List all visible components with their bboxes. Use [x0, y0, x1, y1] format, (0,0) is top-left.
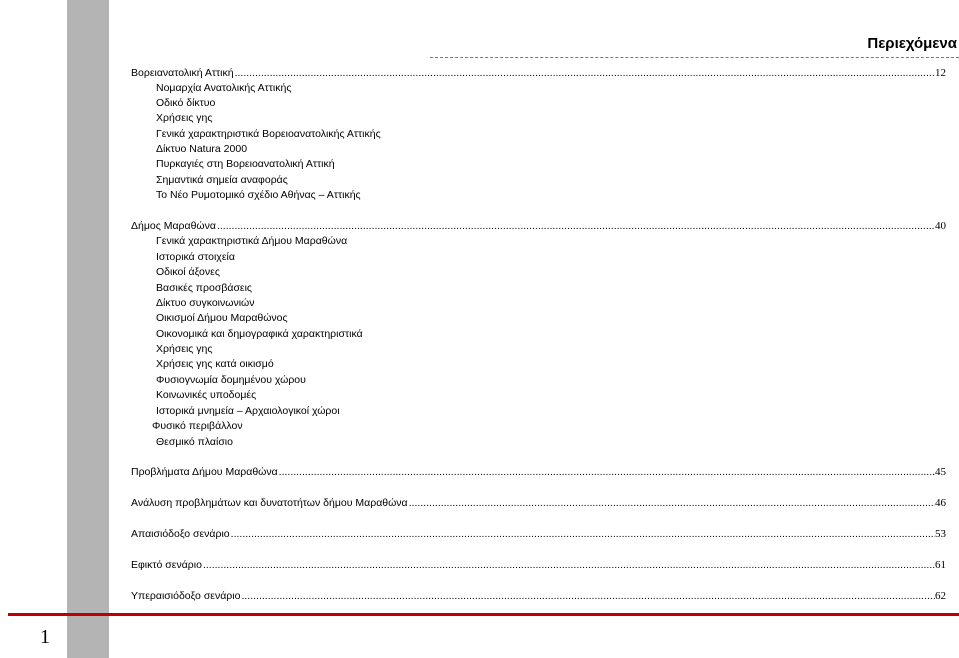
toc-subitem[interactable]: Οδικοί άξονες — [156, 266, 220, 278]
toc-leader-dots — [234, 66, 935, 81]
toc-subitem[interactable]: Γενικά χαρακτηριστικά Δήμου Μαραθώνα — [156, 235, 348, 247]
toc-subitem[interactable]: Νομαρχία Ανατολικής Αττικής — [156, 82, 292, 94]
toc-entry-title: Δήμος Μαραθώνα — [131, 220, 216, 232]
toc-subitem[interactable]: Χρήσεις γης κατά οικισμό — [156, 358, 274, 370]
toc-subitem[interactable]: Το Νέο Ρυμοτομικό σχέδιο Αθήνας – Αττικής — [156, 189, 361, 201]
toc-subitem[interactable]: Σημαντικά σημεία αναφοράς — [156, 174, 288, 186]
toc-subitem[interactable]: Οδικό δίκτυο — [156, 97, 216, 109]
toc-entry-page: 46 — [935, 497, 946, 509]
toc-entry[interactable] — [131, 589, 946, 604]
toc-leader-dots — [278, 465, 933, 480]
toc-leader-dots — [202, 558, 935, 573]
toc-entry[interactable] — [131, 66, 946, 81]
toc-subitem[interactable]: Ιστορικά μνημεία – Αρχαιολογικοί χώροι — [156, 405, 340, 417]
toc-subitem[interactable]: Δίκτυο Natura 2000 — [156, 143, 248, 155]
toc-entry-title: Εφικτό σενάριο — [131, 559, 202, 571]
toc-subitem[interactable]: Γενικά χαρακτηριστικά Βορειοανατολικής Αττικής — [156, 128, 381, 140]
toc-leader-dots — [240, 589, 935, 604]
toc-entry[interactable] — [131, 558, 946, 573]
toc-subitem[interactable]: Χρήσεις γης — [156, 112, 213, 124]
toc-subitem[interactable]: Ιστορικά στοιχεία — [156, 251, 235, 263]
toc-entry-title: Απαισιόδοξο σενάριο — [131, 528, 230, 540]
toc-leader-dots — [216, 219, 935, 234]
toc-subitem[interactable]: Φυσικό περιβάλλον — [152, 420, 243, 432]
toc-subitem[interactable]: Βασικές προσβάσεις — [156, 282, 252, 294]
toc-subitem[interactable]: Χρήσεις γης — [156, 343, 213, 355]
toc-entry-page: 61 — [935, 559, 946, 571]
toc-entry[interactable] — [131, 465, 946, 480]
toc-leader-dots — [408, 496, 935, 511]
page-number: 1 — [40, 626, 50, 648]
toc-subitem[interactable]: Οικονομικά και δημογραφικά χαρακτηριστικά — [156, 328, 363, 340]
toc-entry[interactable] — [131, 527, 946, 542]
toc-subitem[interactable]: Δίκτυο συγκοινωνιών — [156, 297, 255, 309]
toc-entry-title: Προβλήματα Δήμου Μαραθώνα — [131, 466, 278, 478]
toc-entry-page: 12 — [935, 67, 946, 79]
toc-entry[interactable] — [131, 496, 946, 511]
toc-subitem[interactable]: Φυσιογνωμία δομημένου χώρου — [156, 374, 306, 386]
toc-entry-title: Βορειανατολική Αττική — [131, 67, 234, 79]
page-title: Περιεχόμενα — [867, 35, 957, 52]
toc-subitem[interactable]: Πυρκαγιές στη Βορειοανατολική Αττική — [156, 158, 335, 170]
toc-entry[interactable] — [131, 219, 946, 234]
footer-divider — [8, 613, 959, 616]
toc-entry-page: 40 — [935, 220, 946, 232]
toc-subitem[interactable]: Οικισμοί Δήμου Μαραθώνος — [156, 312, 288, 324]
toc-entry-page: .45 — [932, 466, 946, 478]
toc-entry-page: 62 — [935, 590, 946, 602]
toc-subitem[interactable]: Θεσμικό πλαίσιο — [156, 436, 233, 448]
toc-entry-page: 53 — [935, 528, 946, 540]
toc-entry-title: Ανάλυση προβλημάτων και δυνατοτήτων δήμου Μαραθώνα — [131, 497, 408, 509]
toc-entry-title: Υπεραισιόδοξο σενάριο — [131, 590, 241, 602]
toc-leader-dots — [230, 527, 935, 542]
toc-subitem[interactable]: Κοινωνικές υποδομές — [156, 389, 257, 401]
